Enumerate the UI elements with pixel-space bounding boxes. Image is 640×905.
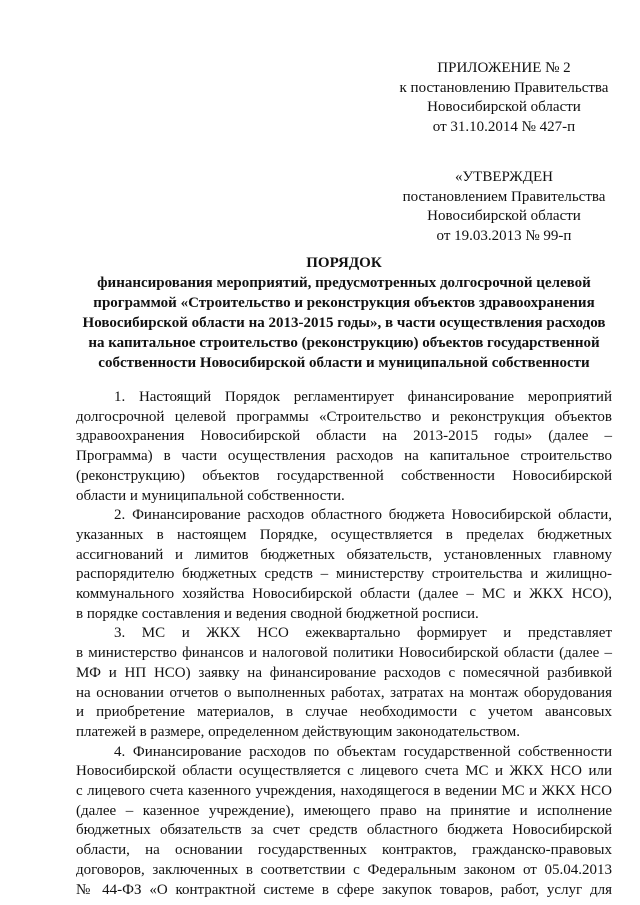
- title-line: финансирования мероприятий, предусмотренных долгосрочной целевой: [97, 275, 591, 291]
- paragraph-line: бюджетных обязательств за счет средств областного бюджета Новосибирской: [76, 822, 612, 839]
- paragraph-4: [76, 743, 612, 901]
- appendix-line: ПРИЛОЖЕНИЕ № 2: [437, 60, 571, 76]
- appendix-line: к постановлению Правительства: [399, 79, 609, 96]
- paragraph-line: платежей в размере, определенном действующим законодательством.: [76, 723, 520, 740]
- document-title: [76, 253, 612, 373]
- approval-line: от 19.03.2013 № 99-п: [436, 227, 572, 244]
- paragraph-line: 3. МС и ЖКХ НСО ежеквартально формирует и представляет: [114, 625, 612, 642]
- paragraph-line: и приобретение материалов, в случае необходимости с учетом авансовых: [76, 704, 612, 721]
- paragraph-line: 4. Финансирование расходов по объектам государственной собственности: [114, 743, 612, 760]
- paragraph-line: в порядке составления и ведения сводной бюджетной росписи.: [76, 605, 479, 622]
- approval-stamp: [394, 168, 614, 246]
- title-line: собственности Новосибирской области и муниципальной собственности: [98, 355, 590, 371]
- paragraph-line: здравоохранения Новосибирской области на 2013-2015 годы» (далее –: [76, 428, 612, 445]
- paragraph-line: 1. Настоящий Порядок регламентирует финансирование мероприятий: [114, 389, 612, 405]
- paragraph-line: долгосрочной целевой программы «Строительство и реконструкция объектов: [76, 408, 612, 425]
- paragraph-1: [76, 388, 612, 506]
- paragraph-line: указанных в настоящем Порядке, осуществляется в пределах бюджетных: [76, 526, 612, 543]
- appendix-line: Новосибирской области: [427, 99, 581, 116]
- title-line: программой «Строительство и реконструкция объектов здравоохранения: [93, 295, 595, 311]
- paragraph-line: распорядителю бюджетных средств – министерству строительства и жилищно-: [76, 566, 612, 583]
- paragraph-3: [76, 624, 612, 742]
- paragraph-line: на основании отчетов о выполненных работах, затратах на монтаж оборудования: [76, 684, 612, 701]
- paragraph-line: в министерство финансов и налоговой политики Новосибирской области (далее –: [76, 645, 612, 662]
- paragraph-line: (далее – казенное учреждение), имеющего право на принятие и исполнение: [76, 802, 612, 819]
- approval-line: Новосибирской области: [427, 208, 581, 225]
- document-body: [76, 388, 612, 900]
- paragraph-2: [76, 506, 612, 624]
- paragraph-line: 2. Финансирование расходов областного бюджета Новосибирской области,: [114, 507, 612, 524]
- paragraph-line: области, на основании государственных контрактов, гражданско-правовых: [76, 842, 612, 859]
- paragraph-line: МФ и НП НСО) заявку на финансирование расходов с помесячной разбивкой: [76, 664, 612, 681]
- paragraph-line: с лицевого счета казенного учреждения, находящегося в ведении МС и ЖКХ НСО: [76, 783, 612, 800]
- paragraph-line: области и муниципальной собственности.: [76, 487, 345, 504]
- paragraph-line: Новосибирской области осуществляется с лицевого счета МС и ЖКХ НСО или: [76, 763, 612, 780]
- paragraph-line: договоров, заключенных в соответствии с Федеральным законом от 05.04.2013: [76, 861, 612, 878]
- paragraph-line: коммунального хозяйства Новосибирской области (далее – МС и ЖКХ НСО),: [76, 586, 612, 603]
- paragraph-line: ассигнований и лимитов бюджетных обязательств, установленных главному: [76, 546, 612, 563]
- paragraph-line: № 44-ФЗ «О контрактной системе в сфере закупок товаров, работ, услуг для: [76, 881, 612, 898]
- title-line: на капитальное строительство (реконструкцию) объектов государственной: [88, 335, 600, 351]
- paragraph-line: (реконструкцию) объектов государственной собственности Новосибирской: [76, 467, 612, 484]
- title-heading: ПОРЯДОК: [306, 255, 382, 271]
- approval-line: «УТВЕРЖДЕН: [455, 169, 553, 185]
- appendix-header: [394, 59, 614, 137]
- appendix-line: от 31.10.2014 № 427-п: [432, 118, 576, 135]
- title-line: Новосибирской области на 2013-2015 годы», в части осуществления расходов: [82, 315, 606, 331]
- approval-line: постановлением Правительства: [402, 188, 606, 205]
- paragraph-line: Программа) в части осуществления расходов на капитальное строительство: [76, 448, 612, 465]
